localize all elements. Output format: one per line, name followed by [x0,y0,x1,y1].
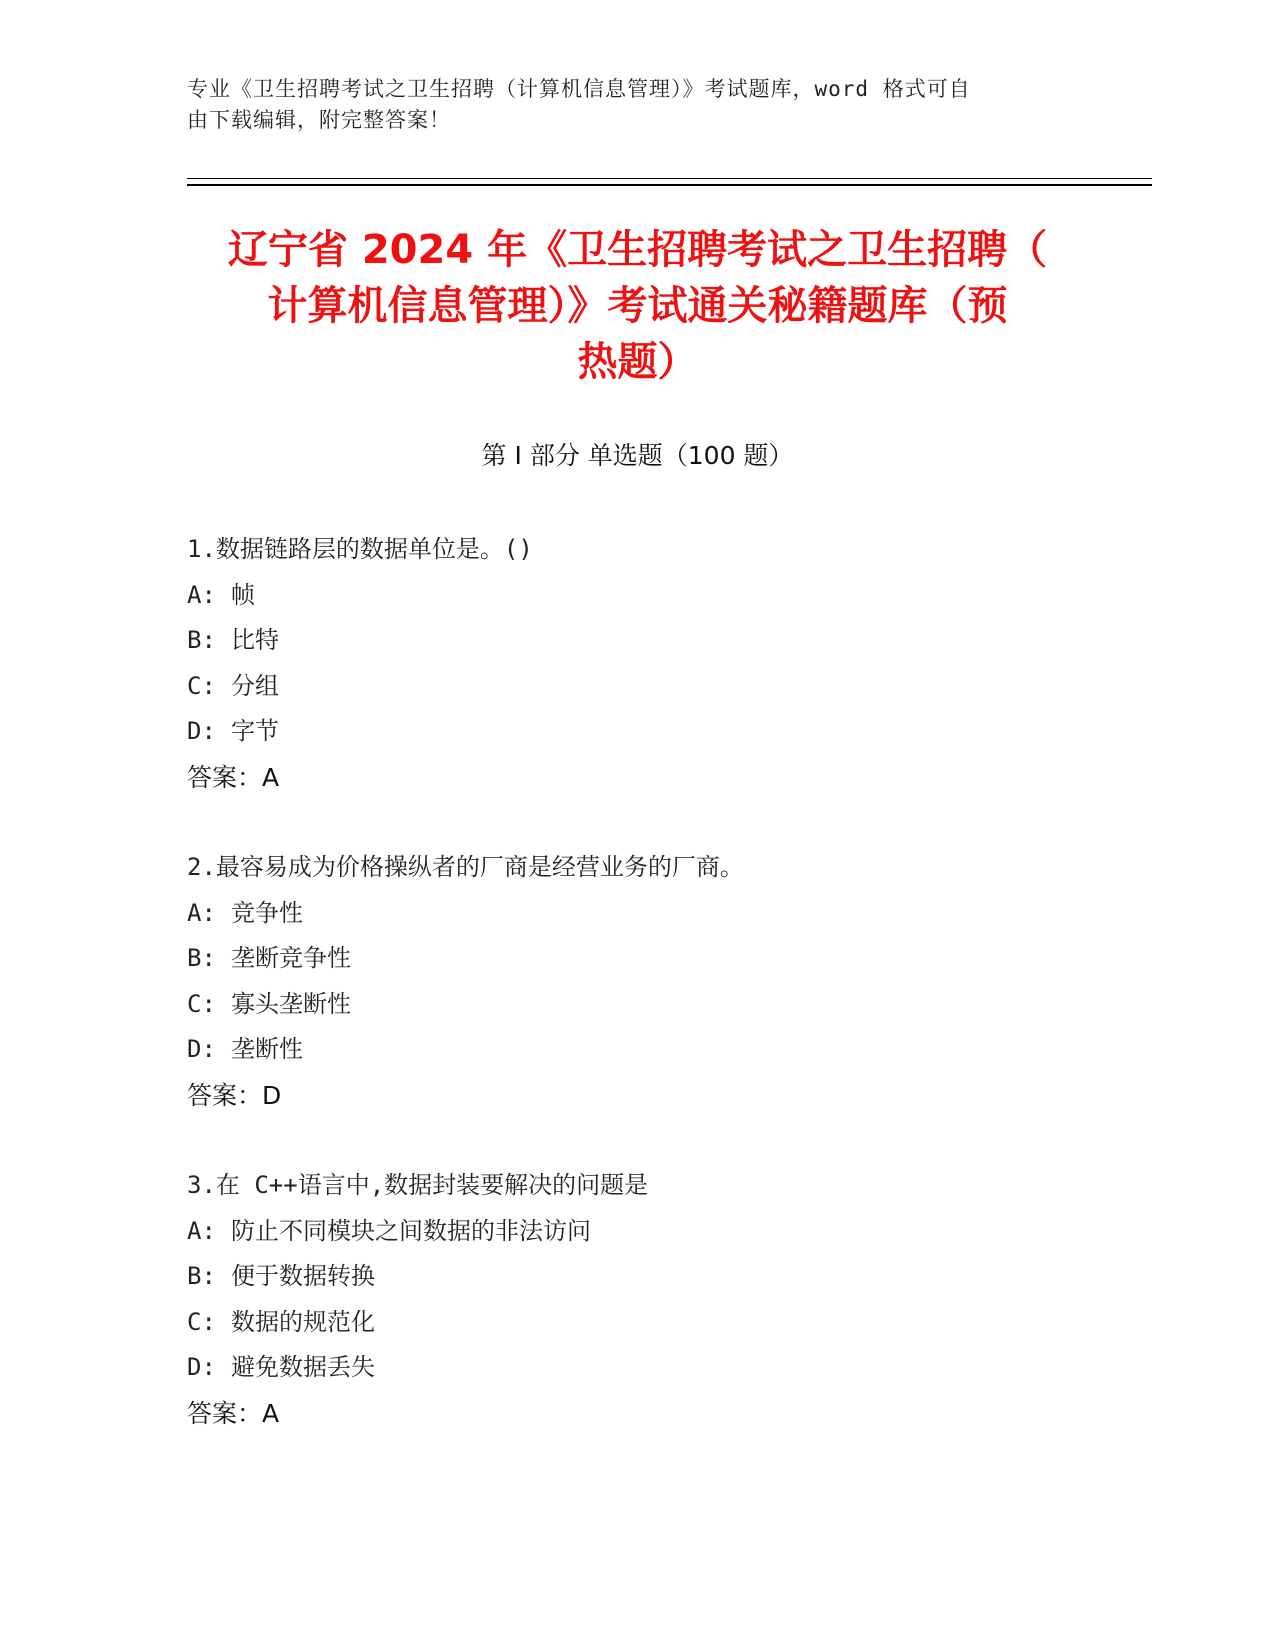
option-d [187,1345,1147,1391]
answer-key: 答案：A [187,1398,280,1428]
question-stem: 2.最容易成为价格操纵者的厂商是经营业务的厂商。 [187,853,744,881]
option-letter: A: [187,1216,216,1245]
option-text: 竞争性 [231,898,303,927]
header-note [187,74,1067,136]
section-title: 第 I 部分 单选题（100 题） [481,441,794,470]
option-text: 寡头垄断性 [231,989,351,1018]
question-1 [187,527,1147,800]
option-letter: B: [187,1262,216,1290]
question-stem: 3.在 C++语言中,数据封装要解决的问题是 [187,1171,649,1199]
option-letter: D: [187,1353,216,1381]
option-text: 帧 [231,580,255,609]
option-b [187,1254,1147,1300]
title-line: 计算机信息管理）》考试通关秘籍题库（预 [267,283,1008,329]
option-letter: C: [187,1307,216,1336]
option-letter: C: [187,989,216,1018]
header-note-line: 由下载编辑，附完整答案！ [187,108,451,132]
option-text: 垄断性 [231,1035,303,1063]
title-line: 辽宁省 2024 年《卫生招聘考试之卫生招聘（ [227,227,1048,273]
option-text: 字节 [231,717,279,745]
option-letter: D: [187,1035,216,1063]
option-b [187,936,1147,982]
document-title [160,222,1115,390]
option-c [187,664,1147,710]
option-text: 分组 [231,671,279,700]
option-letter: C: [187,671,216,700]
option-text: 防止不同模块之间数据的非法访问 [231,1216,591,1245]
option-c [187,982,1147,1028]
answer-key: 答案：D [187,1080,282,1110]
option-text: 数据的规范化 [231,1307,375,1336]
option-d [187,709,1147,755]
question-3 [187,1163,1147,1436]
option-text: 避免数据丢失 [231,1353,375,1381]
option-letter: D: [187,717,216,745]
title-line: 热题） [577,339,698,385]
header-divider-thick [187,184,1152,186]
option-letter: B: [187,944,216,972]
question-2 [187,845,1147,1118]
option-a [187,891,1147,937]
option-a [187,573,1147,619]
answer-key: 答案：A [187,762,280,792]
option-b [187,618,1147,664]
option-a [187,1209,1147,1255]
header-divider-thin [187,178,1152,179]
option-text: 便于数据转换 [231,1262,375,1290]
header-note-line: 专业《卫生招聘考试之卫生招聘（计算机信息管理）》考试题库，word 格式可自 [187,77,971,101]
option-letter: B: [187,626,216,654]
option-c [187,1300,1147,1346]
option-letter: A: [187,580,216,609]
option-text: 比特 [231,626,279,654]
question-stem: 1.数据链路层的数据单位是。() [187,535,533,563]
option-letter: A: [187,898,216,927]
option-text: 垄断竞争性 [231,944,351,972]
option-d [187,1027,1147,1073]
